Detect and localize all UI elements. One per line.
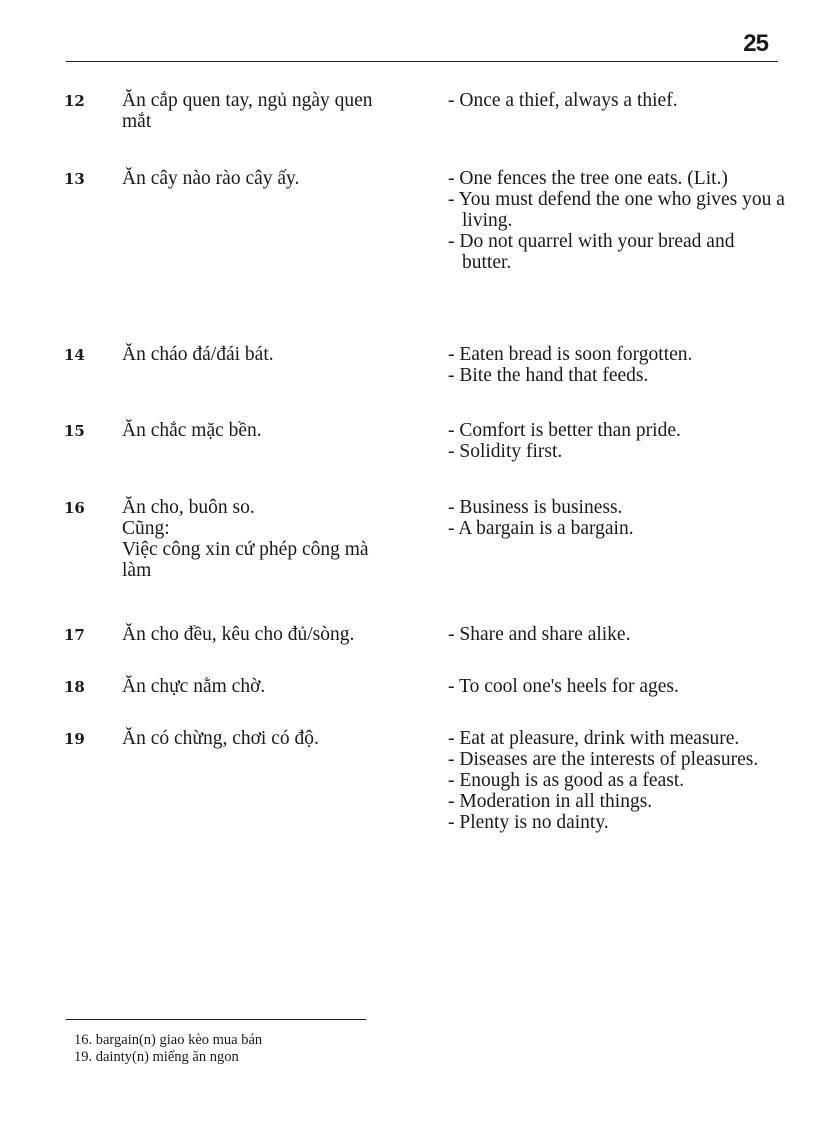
english-translation: - Enough is as good as a feast. (448, 770, 685, 791)
vietnamese-proverb (122, 624, 440, 645)
footnotes (74, 1032, 262, 1066)
english-translations (448, 90, 788, 111)
header-rule (66, 61, 778, 62)
vietnamese-proverb (122, 168, 440, 189)
entry-number: 12 (64, 92, 85, 110)
page-number: 25 (743, 30, 768, 57)
english-translation: - Solidity first. (448, 441, 563, 462)
english-translation: - One fences the tree one eats. (Lit.) (448, 168, 728, 189)
english-translation: - Business is business. (448, 497, 623, 518)
english-translations (448, 168, 788, 273)
vietnamese-line: Ăn có chừng, chơi có độ. (122, 728, 319, 749)
entry-number: 19 (64, 730, 85, 748)
entry-number: 13 (64, 170, 85, 188)
entry-number: 15 (64, 422, 85, 440)
english-translations (448, 728, 788, 833)
entry-number: 17 (64, 626, 85, 644)
vietnamese-line: Ăn cháo đá/đái bát. (122, 344, 274, 365)
english-translation: - Share and share alike. (448, 624, 631, 645)
footnote: 16. bargain(n) giao kèo mua bán (74, 1032, 263, 1048)
vietnamese-line: Cũng: (122, 518, 170, 539)
english-translation: - Moderation in all things. (448, 791, 653, 812)
vietnamese-proverb (122, 420, 440, 441)
vietnamese-line: Ăn cây nào rào cây ấy. (122, 168, 300, 189)
english-translation: - Eaten bread is soon forgotten. (448, 344, 693, 365)
vietnamese-line: làm (122, 560, 152, 581)
english-translations (448, 420, 788, 462)
vietnamese-line: Việc công xin cứ phép công mà (122, 539, 369, 560)
english-translation: - Comfort is better than pride. (448, 420, 681, 441)
vietnamese-line: Ăn chắc mặc bền. (122, 420, 262, 441)
english-translation: - Bite the hand that feeds. (448, 365, 649, 386)
english-translation: - Diseases are the interests of pleasures. (448, 749, 759, 770)
vietnamese-line: Ăn cho đều, kêu cho đủ/sòng. (122, 624, 355, 645)
english-translations (448, 676, 788, 697)
vietnamese-line: Ăn cho, buôn so. (122, 497, 255, 518)
english-translation: - Eat at pleasure, drink with measure. (448, 728, 740, 749)
english-translation: - A bargain is a bargain. (448, 518, 634, 539)
english-translation: - You must defend the one who gives you a living. (448, 189, 785, 231)
entry-number: 16 (64, 499, 85, 517)
english-translation: - Once a thief, always a thief. (448, 90, 678, 111)
entry-number: 14 (64, 346, 85, 364)
vietnamese-line: mắt (122, 111, 152, 132)
vietnamese-proverb (122, 344, 440, 365)
english-translations (448, 344, 788, 386)
vietnamese-line: Ăn chực nằm chờ. (122, 676, 266, 697)
english-translation: - To cool one's heels for ages. (448, 676, 679, 697)
entry-number: 18 (64, 678, 85, 696)
footnote-rule (66, 1019, 366, 1020)
vietnamese-proverb (122, 676, 440, 697)
vietnamese-proverb (122, 728, 440, 749)
english-translation: - Plenty is no dainty. (448, 812, 609, 833)
vietnamese-line: Ăn cắp quen tay, ngủ ngày quen (122, 90, 373, 111)
vietnamese-proverb (122, 497, 440, 581)
english-translation: - Do not quarrel with your bread and butter. (448, 231, 735, 273)
footnote: 19. dainty(n) miếng ăn ngon (74, 1049, 239, 1065)
english-translations (448, 624, 788, 645)
vietnamese-proverb (122, 90, 440, 132)
english-translations (448, 497, 788, 539)
